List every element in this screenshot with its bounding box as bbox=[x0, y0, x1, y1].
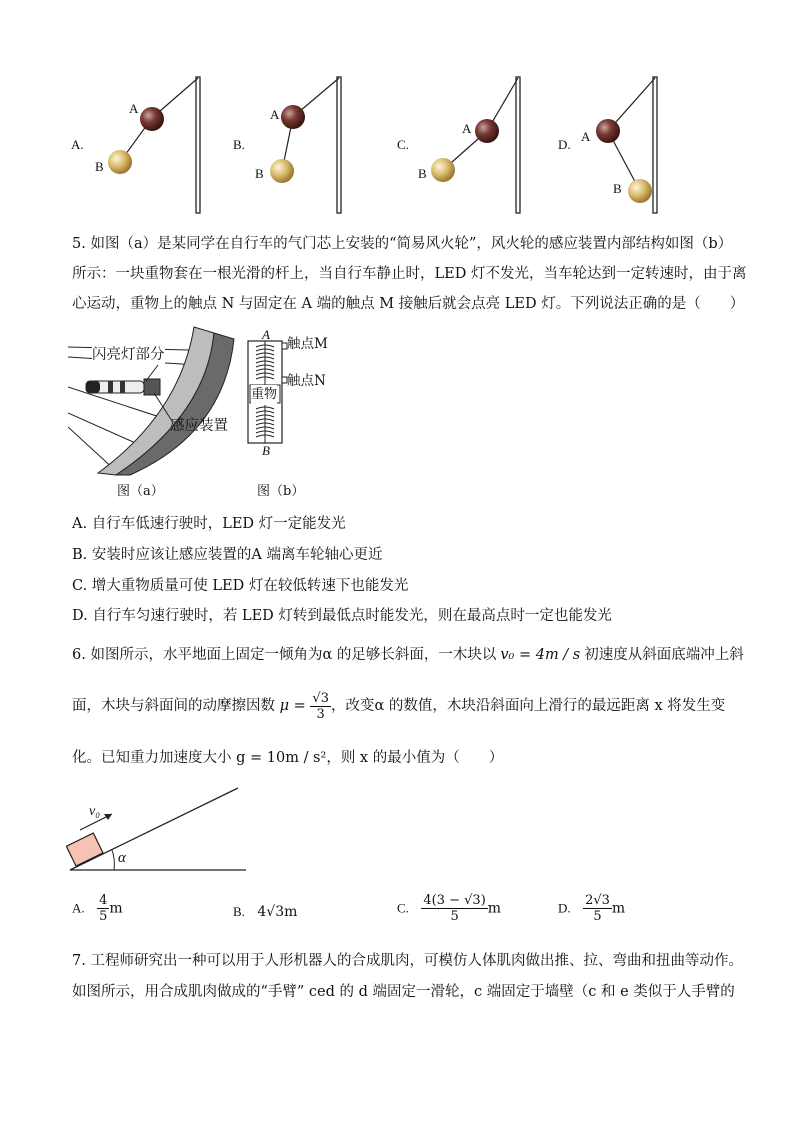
q5-fig-b-weight: 重物 bbox=[251, 385, 277, 405]
incline-line bbox=[70, 788, 238, 870]
q5-fig-a-sensor-label: 感应装置 bbox=[170, 418, 228, 434]
q6-option-d[interactable]: D. $\frac{2√3}{5}$ m bbox=[558, 893, 626, 924]
q5-option-a[interactable]: A. 自行车低速行驶时，LED 灯一定能发光 bbox=[72, 516, 346, 532]
q6-fig-v0: v₀ bbox=[89, 804, 101, 819]
q7-stem-line1: 7. 工程师研究出一种可以用于人形机器人的合成肌肉，可模仿人体肌肉做出推、拉、弯曲和扭曲等动作。 bbox=[72, 953, 743, 969]
q5-fig-b-A: A bbox=[262, 327, 270, 342]
q5-stem-line1: 5. 如图（a）是某同学在自行车的气门芯上安装的“简易风火轮”，风火轮的感应装置内部结构如图（b） bbox=[72, 236, 733, 252]
q4-option-d-letter[interactable]: D. bbox=[558, 137, 571, 152]
q5-fig-b-caption: 图（b） bbox=[257, 484, 305, 499]
q4-figures bbox=[0, 0, 794, 225]
q6-stem-line1: 6. 如图所示，水平地面上固定一倾角为α 的足够长斜面，一木块以 v₀ = 4m / s 初速度从斜面底端冲上斜 bbox=[72, 647, 744, 663]
q4-option-a-letter[interactable]: A. bbox=[71, 137, 84, 152]
q7-stem-line2: 如图所示，用合成肌肉做成的“手臂” ced 的 d 端固定一滑轮，c 端固定于墙壁（c 和 e 类似于人手臂的 bbox=[72, 984, 735, 1000]
q6-option-a[interactable]: A. $\frac{4}{5}$ m bbox=[72, 893, 123, 924]
wooden-block bbox=[66, 833, 103, 866]
q4-d-label-bottom: B bbox=[613, 181, 622, 196]
q4-a-label-top: A bbox=[129, 101, 139, 116]
q5-fig-a-caption: 图（a） bbox=[117, 484, 164, 499]
q4-c-label-bottom: B bbox=[418, 166, 427, 181]
ball-b bbox=[108, 150, 132, 174]
q4-option-d-figure bbox=[596, 77, 657, 213]
q6-option-c[interactable]: C. $\frac{4(3 - √3)}{5}$ m bbox=[397, 893, 502, 924]
q6-stem-line3: 化。已知重力加速度大小 g = 10m / s²，则 x 的最小值为（ ） bbox=[72, 750, 504, 766]
q6-incline-figure bbox=[66, 780, 256, 880]
q5-option-c[interactable]: C. 增大重物质量可使 LED 灯在较低转速下也能发光 bbox=[72, 578, 409, 594]
q5-fig-b-B: B bbox=[262, 443, 270, 458]
q5-fig-a-flash-label: 闪亮灯部分 bbox=[92, 347, 165, 363]
q5-option-b[interactable]: B. 安装时应该让感应装置的A 端离车轮轴心更近 bbox=[72, 547, 383, 563]
q4-option-c-letter[interactable]: C. bbox=[397, 137, 409, 152]
q4-b-label-bottom: B bbox=[255, 166, 264, 181]
q4-option-c-figure bbox=[431, 77, 520, 213]
q4-d-label-top: A bbox=[581, 129, 591, 144]
q4-a-label-bottom: B bbox=[95, 159, 104, 174]
q4-b-label-top: A bbox=[270, 107, 280, 122]
q6-option-b[interactable]: B. 4√3m bbox=[233, 904, 298, 920]
q5-option-d[interactable]: D. 自行车匀速行驶时，若 LED 灯转到最低点时能发光，则在最高点时一定也能发光 bbox=[72, 608, 612, 624]
q4-option-b-letter[interactable]: B. bbox=[233, 137, 245, 152]
q5-stem-line2: 所示：一块重物套在一根光滑的杆上，当自行车静止时，LED 灯不发光，当车轮达到一定转速时，由于离 bbox=[72, 266, 747, 282]
q6-fig-alpha: α bbox=[118, 850, 126, 866]
mu-fraction: $\frac{√3}{3}$ bbox=[312, 690, 329, 722]
q4-option-a-figure bbox=[108, 77, 200, 213]
q4-option-b-figure bbox=[270, 77, 341, 213]
q5-fig-b-contact-n: 触点N bbox=[287, 373, 326, 389]
q5-stem-line3: 心运动，重物上的触点 N 与固定在 A 端的触点 M 接触后就会点亮 LED 灯。下列说法正确的是（ ） bbox=[72, 296, 745, 312]
q4-c-label-top: A bbox=[462, 121, 472, 136]
q5-fig-b-contact-m: 触点M bbox=[287, 336, 328, 352]
q6-stem-line2: 面，木块与斜面间的动摩擦因数 μ = $\frac{√3}{3}$ ，改变α 的数值，木块沿斜面向上滑行的最远距离 x 将发生变 bbox=[72, 690, 726, 722]
ball-a bbox=[140, 107, 164, 131]
